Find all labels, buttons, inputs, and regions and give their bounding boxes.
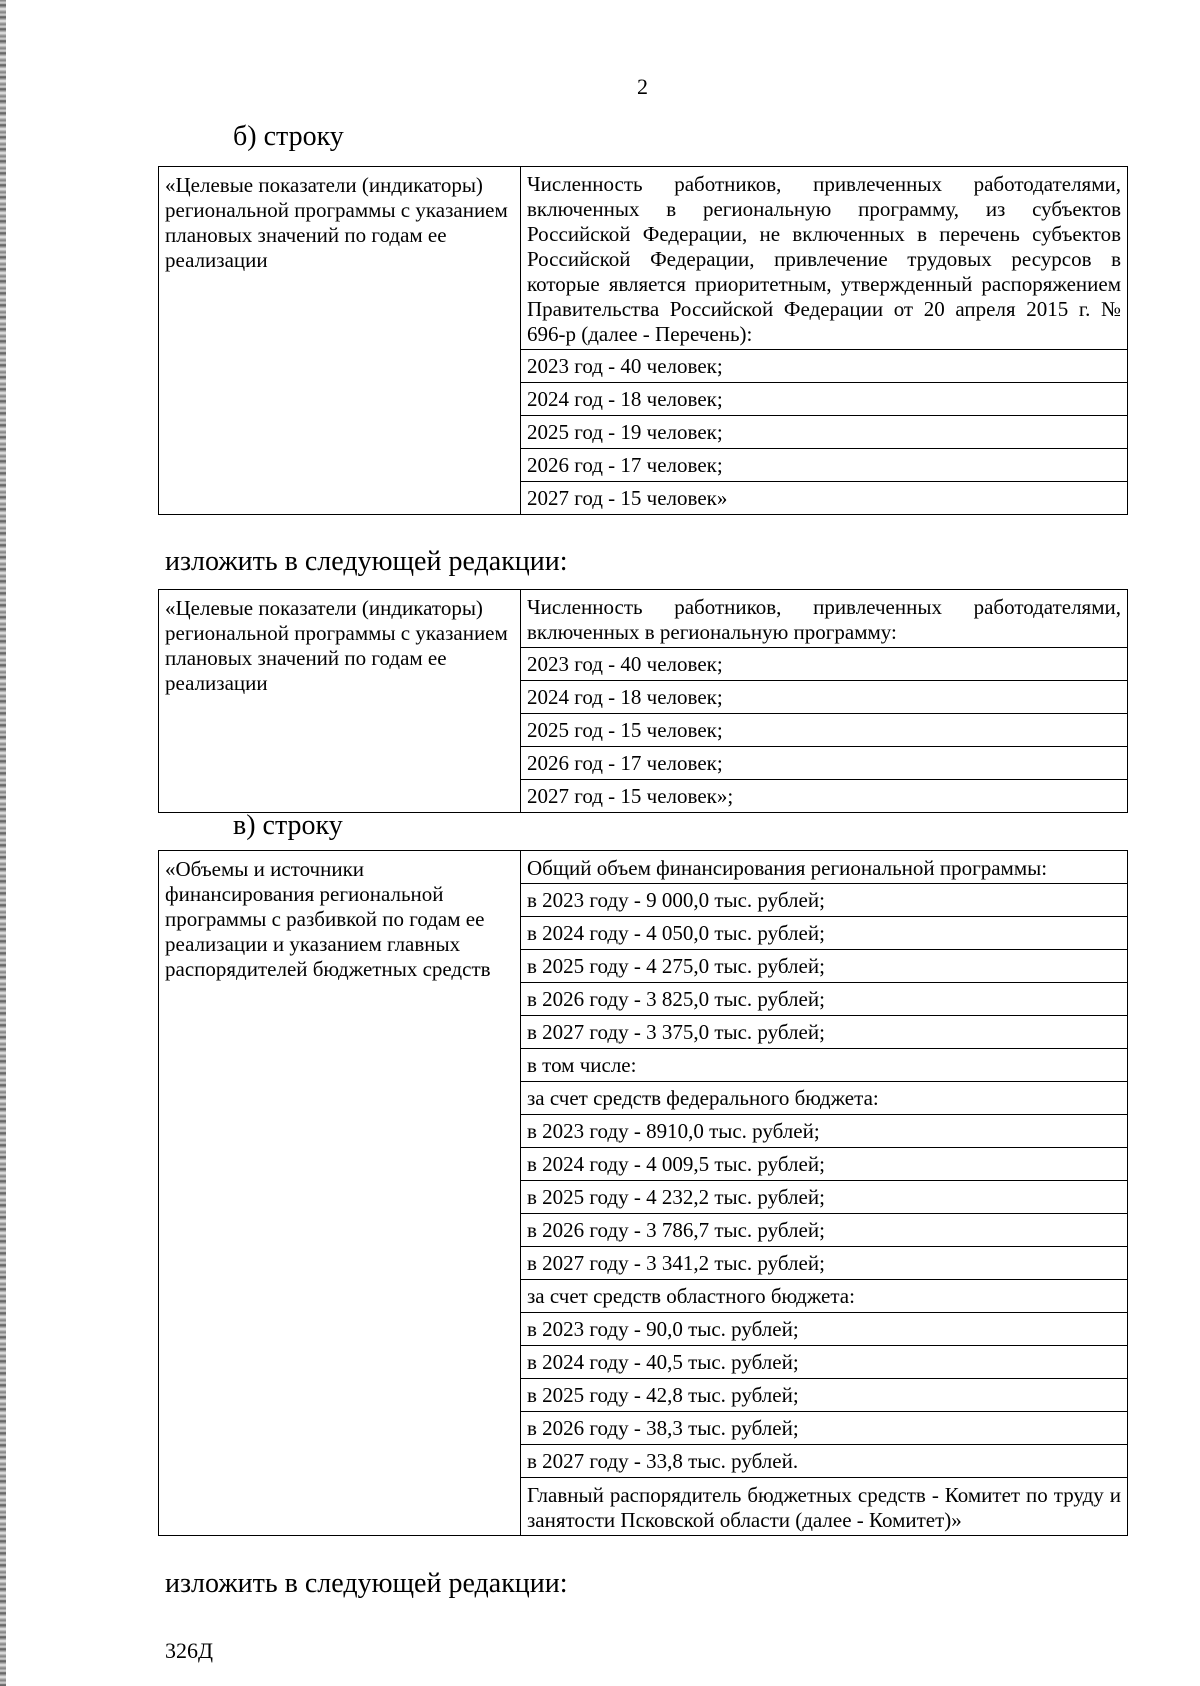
new-indicator-line: 2026 год - 17 человек; — [521, 746, 1127, 779]
funding-intro: Общий объем финансирования региональной программы: — [527, 856, 1048, 880]
funding-line: в 2026 году - 3 786,7 тыс. рублей; — [521, 1213, 1127, 1246]
funding-closing: Главный распорядитель бюджетных средств - Комитет по труду и занятости Псковской области (далее - Комитет)» — [521, 1477, 1127, 1535]
section-b-new-table — [158, 589, 1128, 813]
old-indicator-line: 2026 год - 17 человек; — [521, 448, 1127, 481]
old-indicator-line: 2023 год - 40 человек; — [521, 349, 1127, 382]
new-indicator-line: 2024 год - 18 человек; — [521, 680, 1127, 713]
funding-line: в 2024 году - 40,5 тыс. рублей; — [521, 1345, 1127, 1378]
old-indicators-label: «Целевые показатели (индикаторы) региональной программы с указанием плановых значений по годам ее реализации — [159, 167, 521, 514]
funding-line: в 2027 году - 3 375,0 тыс. рублей; — [521, 1015, 1127, 1048]
old-indicators-intro: Численность работников, привлеченных работодателями, включенных в региональную программу, из субъектов Российской Федерации, не включенных в перечень субъектов Российской Федерации, привлечение трудовых ресурсов в которые является приоритетным, утвержденный распоряжением Правительства Российской Федерации от 20 апреля 2015 г. № 696-р (далее - Перечень): — [527, 172, 1121, 346]
funding-line: за счет средств областного бюджета: — [521, 1279, 1127, 1312]
section-b-heading: б) строку — [233, 121, 344, 152]
funding-line: в 2027 году - 3 341,2 тыс. рублей; — [521, 1246, 1127, 1279]
funding-line: в том числе: — [521, 1048, 1127, 1081]
funding-values — [521, 851, 1127, 1535]
funding-line: в 2024 году - 4 009,5 тыс. рублей; — [521, 1147, 1127, 1180]
funding-label: «Объемы и источники финансирования региональной программы с разбивкой по годам ее реализации и указанием главных распорядителей бюджетных средств — [159, 851, 521, 1535]
funding-line: в 2023 году - 8910,0 тыс. рублей; — [521, 1114, 1127, 1147]
new-indicator-line: 2025 год - 15 человек; — [521, 713, 1127, 746]
new-indicators-values — [521, 590, 1127, 812]
funding-line: в 2025 году - 42,8 тыс. рублей; — [521, 1378, 1127, 1411]
section-v-old-table — [158, 850, 1128, 1536]
old-indicator-line: 2027 год - 15 человек» — [521, 481, 1127, 514]
scan-edge — [0, 0, 6, 1686]
funding-line: в 2026 году - 3 825,0 тыс. рублей; — [521, 982, 1127, 1015]
new-indicator-line: 2027 год - 15 человек»; — [521, 779, 1127, 812]
funding-line: в 2025 году - 4 232,2 тыс. рублей; — [521, 1180, 1127, 1213]
new-indicators-intro: Численность работников, привлеченных работодателями, включенных в региональную программу: — [527, 595, 1121, 644]
old-indicators-values — [521, 167, 1127, 514]
funding-line: за счет средств федерального бюджета: — [521, 1081, 1127, 1114]
old-indicator-line: 2025 год - 19 человек; — [521, 415, 1127, 448]
footer-code: 326Д — [165, 1638, 214, 1663]
section-v-heading: в) строку — [233, 810, 343, 841]
section-b-old-table — [158, 166, 1128, 515]
new-indicators-label: «Целевые показатели (индикаторы) региональной программы с указанием плановых значений по годам ее реализации — [159, 590, 521, 812]
funding-line: в 2024 году - 4 050,0 тыс. рублей; — [521, 916, 1127, 949]
funding-line: в 2023 году - 90,0 тыс. рублей; — [521, 1312, 1127, 1345]
section-b-edit-label: изложить в следующей редакции: — [165, 546, 568, 577]
funding-line: в 2026 году - 38,3 тыс. рублей; — [521, 1411, 1127, 1444]
old-indicator-line: 2024 год - 18 человек; — [521, 382, 1127, 415]
section-v-edit-label: изложить в следующей редакции: — [165, 1568, 568, 1599]
page-number: 2 — [637, 74, 648, 99]
funding-line: в 2027 году - 33,8 тыс. рублей. — [521, 1444, 1127, 1477]
funding-line: в 2023 году - 9 000,0 тыс. рублей; — [521, 883, 1127, 916]
new-indicator-line: 2023 год - 40 человек; — [521, 647, 1127, 680]
funding-line: в 2025 году - 4 275,0 тыс. рублей; — [521, 949, 1127, 982]
